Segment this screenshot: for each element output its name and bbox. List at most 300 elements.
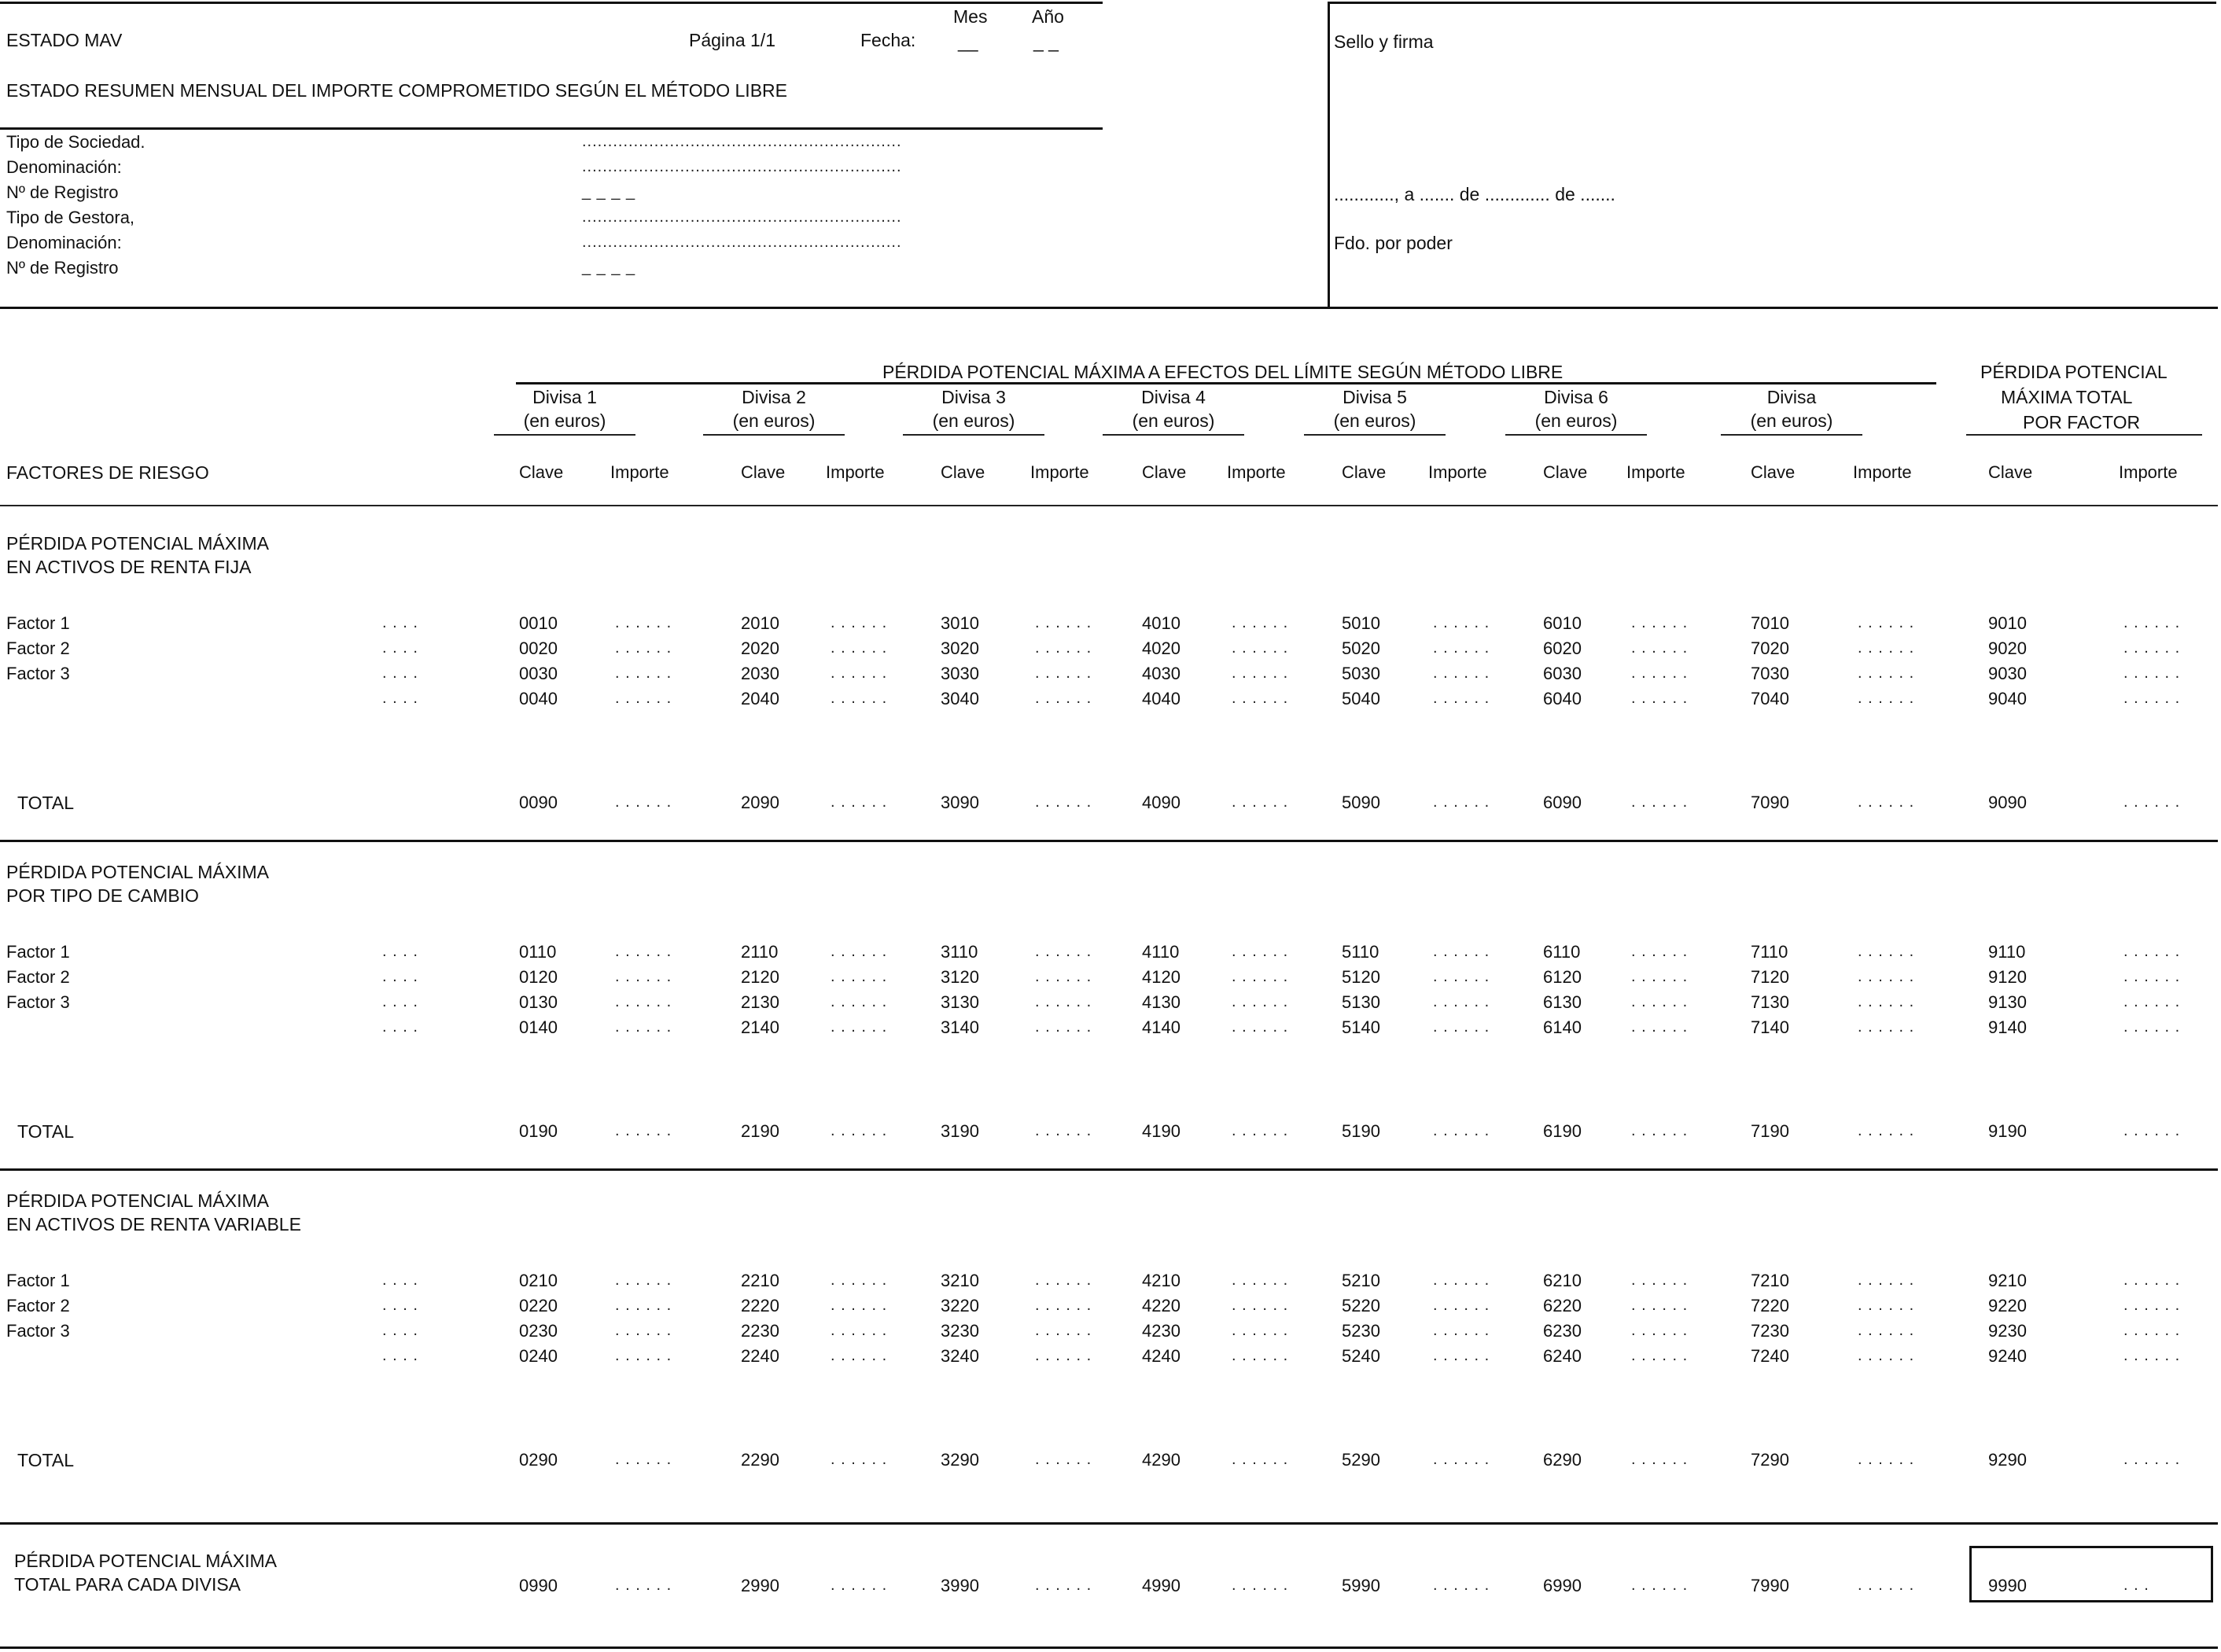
importe-blank: . . . . . .: [1631, 993, 1689, 1010]
entity-field-label: Denominación:: [6, 233, 122, 252]
factor-label: Factor 2: [6, 1296, 70, 1315]
total-label: TOTAL: [17, 793, 74, 813]
importe-blank: . . . . . .: [2123, 968, 2181, 985]
table-header-bottom-rule: [0, 505, 2218, 506]
currency-header-name: Divisa 3: [941, 387, 1006, 407]
currency-header-unit: (en euros): [1132, 410, 1215, 431]
total-clave-code: 0090: [519, 793, 558, 812]
importe-blank: . . . . . .: [615, 664, 672, 682]
total-clave-code: 9290: [1988, 1450, 2027, 1470]
importe-blank: . . . . . .: [1232, 1018, 1289, 1036]
total-clave-code: 6190: [1543, 1121, 1582, 1141]
total-clave-code: 2190: [741, 1121, 779, 1141]
section-title-line1: PÉRDIDA POTENCIAL MÁXIMA: [6, 862, 269, 882]
importe-blank: . . . . . .: [1232, 1297, 1289, 1314]
total-importe-blank: . . . . . .: [831, 793, 888, 811]
signature-label: Fdo. por poder: [1334, 233, 1453, 253]
total-header-line2: MÁXIMA TOTAL: [2001, 387, 2133, 407]
clave-code: 4240: [1142, 1346, 1180, 1366]
currency-header-underline: [1103, 434, 1244, 436]
clave-code: 6010: [1543, 613, 1582, 633]
total-clave-code: 2090: [741, 793, 779, 812]
total-clave-code: 9090: [1988, 793, 2027, 812]
section-bottom-rule: [0, 1168, 2218, 1171]
entity-field-label: Nº de Registro: [6, 182, 119, 202]
header-top-rule: [0, 2, 1103, 4]
clave-code: 0230: [519, 1321, 558, 1341]
total-importe-blank: . . . . . .: [2123, 1451, 2181, 1468]
importe-blank: . . . . . .: [1631, 690, 1689, 707]
importe-blank: . . . . . .: [1232, 664, 1289, 682]
importe-blank: . . . . . .: [831, 1271, 888, 1289]
clave-code: 7020: [1751, 638, 1789, 658]
grand-total-clave-code: 4990: [1142, 1576, 1180, 1595]
grand-total-importe-blank: . . . . . .: [831, 1577, 888, 1594]
factor-dots: . . . .: [382, 943, 418, 960]
grand-total-highlight-box: [1969, 1546, 2213, 1602]
grand-total-importe-blank: . . . . . .: [615, 1577, 672, 1594]
factor-label: Factor 3: [6, 992, 70, 1012]
entity-field-value: ..............................................................: [582, 133, 902, 150]
clave-code: 3230: [941, 1321, 979, 1341]
total-importe-blank: . . . . . .: [1858, 1122, 1915, 1139]
clave-code: 6220: [1543, 1296, 1582, 1315]
clave-column-label: Clave: [1142, 462, 1187, 482]
clave-code: 3210: [941, 1271, 979, 1290]
grand-total-importe-blank: . . . . . .: [1035, 1577, 1092, 1594]
importe-blank: . . . . . .: [2123, 1018, 2181, 1036]
total-clave-code: 7190: [1751, 1121, 1789, 1141]
clave-code: 9220: [1988, 1296, 2027, 1315]
clave-code: 9140: [1988, 1017, 2027, 1037]
grand-total-clave-code: 5990: [1342, 1576, 1380, 1595]
section-title-line1: PÉRDIDA POTENCIAL MÁXIMA: [6, 1190, 269, 1211]
clave-code: 6210: [1543, 1271, 1582, 1290]
importe-blank: . . . . . .: [2123, 943, 2181, 960]
section-title-line2: EN ACTIVOS DE RENTA FIJA: [6, 557, 252, 577]
grand-total-importe-blank: . . . . . .: [1433, 1577, 1490, 1594]
clave-code: 4130: [1142, 992, 1180, 1012]
importe-blank: . . . . . .: [1631, 664, 1689, 682]
total-importe-blank: . . . . . .: [1232, 1451, 1289, 1468]
clave-code: 9020: [1988, 638, 2027, 658]
clave-code: 2230: [741, 1321, 779, 1341]
importe-blank: . . . . . .: [1631, 943, 1689, 960]
importe-blank: . . . . . .: [615, 993, 672, 1010]
clave-code: 5010: [1342, 613, 1380, 633]
currency-header-name: Divisa 6: [1544, 387, 1608, 407]
clave-code: 0030: [519, 664, 558, 683]
importe-blank: . . . . . .: [1858, 968, 1915, 985]
importe-blank: . . . . . .: [1631, 968, 1689, 985]
clave-code: 4030: [1142, 664, 1180, 683]
total-clave-code: 3290: [941, 1450, 979, 1470]
importe-blank: . . . . . .: [1631, 639, 1689, 657]
total-header-line3: POR FACTOR: [2023, 412, 2141, 432]
total-clave-code: 0190: [519, 1121, 558, 1141]
grand-total-clave-code: 9990: [1988, 1576, 2027, 1595]
total-clave-code: 6090: [1543, 793, 1582, 812]
clave-code: 0220: [519, 1296, 558, 1315]
importe-blank: . . . . . .: [1858, 639, 1915, 657]
page-number: Página 1/1: [689, 30, 775, 50]
importe-blank: . . . . . .: [1858, 1322, 1915, 1339]
importe-blank: . . . . . .: [1858, 664, 1915, 682]
currency-header-underline: [1505, 434, 1647, 436]
importe-blank: . . . . . .: [2123, 614, 2181, 631]
entity-field-label: Denominación:: [6, 157, 122, 177]
risk-factors-label: FACTORES DE RIESGO: [6, 462, 209, 483]
clave-code: 5220: [1342, 1296, 1380, 1315]
total-clave-code: 5090: [1342, 793, 1380, 812]
header-mid-rule: [0, 127, 1103, 130]
importe-blank: . . . . . .: [1232, 968, 1289, 985]
importe-column-label: Importe: [1030, 462, 1089, 482]
importe-blank: . . . . . .: [1035, 1018, 1092, 1036]
total-header-line1: PÉRDIDA POTENCIAL: [1980, 362, 2168, 382]
total-importe-blank: . . . . . .: [2123, 1122, 2181, 1139]
clave-code: 9110: [1988, 942, 2026, 962]
total-importe-blank: . . . . . .: [1035, 1451, 1092, 1468]
total-clave-code: 9190: [1988, 1121, 2027, 1141]
clave-code: 2210: [741, 1271, 779, 1290]
importe-blank: . . . . . .: [831, 614, 888, 631]
factor-dots: . . . .: [382, 968, 418, 985]
grand-total-importe-blank: . . .: [2123, 1577, 2149, 1594]
clave-code: 7220: [1751, 1296, 1789, 1315]
clave-column-label: Clave: [1751, 462, 1796, 482]
clave-code: 2110: [741, 942, 779, 962]
date-label: Fecha:: [860, 30, 916, 50]
clave-code: 2130: [741, 992, 779, 1012]
section-title-line2: POR TIPO DE CAMBIO: [6, 885, 199, 906]
clave-code: 5110: [1342, 942, 1379, 962]
clave-code: 0130: [519, 992, 558, 1012]
entity-field-label: Tipo de Sociedad.: [6, 132, 145, 152]
clave-code: 9230: [1988, 1321, 2027, 1341]
clave-code: 6240: [1543, 1346, 1582, 1366]
importe-blank: . . . . . .: [831, 1297, 888, 1314]
clave-code: 5130: [1342, 992, 1380, 1012]
importe-blank: . . . . . .: [2123, 993, 2181, 1010]
importe-blank: . . . . . .: [615, 1347, 672, 1364]
importe-blank: . . . . . .: [831, 1322, 888, 1339]
seal-box-top-rule: [1328, 2, 2216, 4]
importe-blank: . . . . . .: [2123, 1297, 2181, 1314]
clave-code: 4220: [1142, 1296, 1180, 1315]
table-main-header-rule: [516, 382, 1936, 384]
total-clave-code: 5190: [1342, 1121, 1380, 1141]
clave-code: 6230: [1543, 1321, 1582, 1341]
entity-field-value: _ _ _ _: [582, 259, 636, 276]
clave-code: 3240: [941, 1346, 979, 1366]
importe-blank: . . . . . .: [615, 639, 672, 657]
clave-code: 0010: [519, 613, 558, 633]
header-ano-label: Año: [1032, 6, 1064, 27]
importe-blank: . . . . . .: [615, 1322, 672, 1339]
entity-field-value: ..............................................................: [582, 208, 902, 226]
total-clave-code: 5290: [1342, 1450, 1380, 1470]
factor-dots: . . . .: [382, 1322, 418, 1339]
importe-blank: . . . . . .: [1631, 1271, 1689, 1289]
clave-code: 2020: [741, 638, 779, 658]
importe-blank: . . . . . .: [1232, 639, 1289, 657]
currency-header-underline: [1304, 434, 1446, 436]
importe-blank: . . . . . .: [1631, 614, 1689, 631]
factor-label: Factor 1: [6, 1271, 70, 1290]
importe-blank: . . . . . .: [1232, 943, 1289, 960]
importe-blank: . . . . . .: [2123, 1347, 2181, 1364]
importe-blank: . . . . . .: [1433, 1297, 1490, 1314]
clave-code: 7010: [1751, 613, 1789, 633]
importe-blank: . . . . . .: [1035, 1297, 1092, 1314]
importe-column-label: Importe: [1428, 462, 1487, 482]
grand-total-importe-blank: . . . . . .: [1631, 1577, 1689, 1594]
month-value: __: [958, 31, 978, 52]
clave-column-label: Clave: [1988, 462, 2033, 482]
clave-code: 3010: [941, 613, 979, 633]
factor-dots: . . . .: [382, 664, 418, 682]
table-main-header: PÉRDIDA POTENCIAL MÁXIMA A EFECTOS DEL LÍMITE SEGÚN MÉTODO LIBRE: [882, 362, 1564, 382]
clave-code: 5210: [1342, 1271, 1380, 1290]
grand-total-importe-blank: . . . . . .: [1858, 1577, 1915, 1594]
importe-blank: . . . . . .: [1433, 1018, 1490, 1036]
grand-total-title-line2: TOTAL PARA CADA DIVISA: [14, 1574, 241, 1595]
total-importe-blank: . . . . . .: [1631, 793, 1689, 811]
importe-blank: . . . . . .: [1035, 968, 1092, 985]
place-date-line: ............, a ....... de ............. de .......: [1334, 184, 1615, 204]
total-label: TOTAL: [17, 1121, 74, 1142]
importe-blank: . . . . . .: [1858, 1018, 1915, 1036]
currency-header-name: Divisa 5: [1343, 387, 1407, 407]
clave-code: 3140: [941, 1017, 979, 1037]
clave-code: 0140: [519, 1017, 558, 1037]
importe-blank: . . . . . .: [1433, 993, 1490, 1010]
form-subtitle: ESTADO RESUMEN MENSUAL DEL IMPORTE COMPROMETIDO SEGÚN EL MÉTODO LIBRE: [6, 80, 787, 101]
total-clave-code: 6290: [1543, 1450, 1582, 1470]
clave-code: 7110: [1751, 942, 1788, 962]
clave-code: 0020: [519, 638, 558, 658]
importe-blank: . . . . . .: [1631, 1018, 1689, 1036]
total-clave-code: 0290: [519, 1450, 558, 1470]
seal-box-left-border: [1328, 2, 1330, 307]
total-importe-blank: . . . . . .: [1631, 1451, 1689, 1468]
section-title-line1: PÉRDIDA POTENCIAL MÁXIMA: [6, 533, 269, 554]
importe-blank: . . . . . .: [1858, 993, 1915, 1010]
clave-code: 9120: [1988, 967, 2027, 987]
currency-header-underline: [903, 434, 1044, 436]
importe-column-label: Importe: [610, 462, 669, 482]
importe-blank: . . . . . .: [1035, 993, 1092, 1010]
importe-blank: . . . . . .: [1035, 943, 1092, 960]
clave-code: 5020: [1342, 638, 1380, 658]
factor-dots: . . . .: [382, 1297, 418, 1314]
total-label: TOTAL: [17, 1450, 74, 1470]
total-clave-code: 3090: [941, 793, 979, 812]
total-importe-blank: . . . . . .: [1035, 1122, 1092, 1139]
currency-header-unit: (en euros): [523, 410, 606, 431]
importe-blank: . . . . . .: [831, 639, 888, 657]
total-clave-code: 2290: [741, 1450, 779, 1470]
total-importe-blank: . . . . . .: [615, 793, 672, 811]
importe-blank: . . . . . .: [1631, 1322, 1689, 1339]
importe-blank: . . . . . .: [1858, 614, 1915, 631]
importe-blank: . . . . . .: [1433, 664, 1490, 682]
clave-code: 3220: [941, 1296, 979, 1315]
clave-code: 7120: [1751, 967, 1789, 987]
clave-column-label: Clave: [941, 462, 985, 482]
clave-code: 9030: [1988, 664, 2027, 683]
clave-column-label: Clave: [1342, 462, 1387, 482]
clave-code: 7140: [1751, 1017, 1789, 1037]
importe-blank: . . . . . .: [615, 1018, 672, 1036]
factor-label: Factor 1: [6, 613, 70, 633]
clave-code: 5240: [1342, 1346, 1380, 1366]
entity-field-value: ..............................................................: [582, 158, 902, 175]
clave-code: 7240: [1751, 1346, 1789, 1366]
clave-code: 3120: [941, 967, 979, 987]
form-title: ESTADO MAV: [6, 30, 123, 50]
importe-column-label: Importe: [826, 462, 885, 482]
clave-column-label: Clave: [519, 462, 564, 482]
importe-blank: . . . . . .: [2123, 639, 2181, 657]
importe-blank: . . . . . .: [615, 968, 672, 985]
clave-code: 3020: [941, 638, 979, 658]
currency-header-name: Divisa 4: [1141, 387, 1206, 407]
currency-header-unit: (en euros): [732, 410, 816, 431]
total-importe-blank: . . . . . .: [2123, 793, 2181, 811]
clave-code: 0210: [519, 1271, 558, 1290]
clave-code: 0040: [519, 689, 558, 708]
total-importe-blank: . . . . . .: [1433, 1451, 1490, 1468]
factor-label: Factor 3: [6, 664, 70, 683]
clave-code: 5030: [1342, 664, 1380, 683]
clave-code: 6130: [1543, 992, 1582, 1012]
clave-code: 2240: [741, 1346, 779, 1366]
clave-code: 2010: [741, 613, 779, 633]
grand-total-clave-code: 6990: [1543, 1576, 1582, 1595]
clave-code: 2140: [741, 1017, 779, 1037]
currency-header-unit: (en euros): [1534, 410, 1618, 431]
section-bottom-rule: [0, 840, 2218, 842]
importe-blank: . . . . . .: [1232, 690, 1289, 707]
importe-blank: . . . . . .: [1035, 1347, 1092, 1364]
factor-dots: . . . .: [382, 993, 418, 1010]
total-clave-code: 7090: [1751, 793, 1789, 812]
importe-blank: . . . . . .: [2123, 690, 2181, 707]
clave-code: 4140: [1142, 1017, 1180, 1037]
clave-code: 7230: [1751, 1321, 1789, 1341]
total-importe-blank: . . . . . .: [1858, 1451, 1915, 1468]
clave-code: 4020: [1142, 638, 1180, 658]
importe-blank: . . . . . .: [1232, 993, 1289, 1010]
importe-blank: . . . . . .: [615, 614, 672, 631]
total-importe-blank: . . . . . .: [1232, 1122, 1289, 1139]
importe-blank: . . . . . .: [831, 993, 888, 1010]
clave-code: 9040: [1988, 689, 2027, 708]
clave-code: 5230: [1342, 1321, 1380, 1341]
total-importe-blank: . . . . . .: [1433, 1122, 1490, 1139]
clave-code: 9010: [1988, 613, 2027, 633]
grand-total-clave-code: 0990: [519, 1576, 558, 1595]
section-title-line2: EN ACTIVOS DE RENTA VARIABLE: [6, 1214, 301, 1234]
importe-blank: . . . . . .: [1433, 1347, 1490, 1364]
factor-label: Factor 3: [6, 1321, 70, 1341]
total-header-rule: [1966, 434, 2202, 436]
importe-column-label: Importe: [1626, 462, 1685, 482]
clave-code: 7130: [1751, 992, 1789, 1012]
bottom-rule: [0, 1646, 2218, 1649]
clave-code: 3130: [941, 992, 979, 1012]
clave-code: 4230: [1142, 1321, 1180, 1341]
clave-code: 3030: [941, 664, 979, 683]
total-importe-blank: . . . . . .: [615, 1451, 672, 1468]
factor-dots: . . . .: [382, 614, 418, 631]
clave-code: 6140: [1543, 1017, 1582, 1037]
importe-blank: . . . . . .: [1232, 1271, 1289, 1289]
clave-code: 0240: [519, 1346, 558, 1366]
currency-header-name: Divisa 1: [532, 387, 597, 407]
factor-dots: . . . .: [382, 1018, 418, 1036]
grand-total-clave-code: 2990: [741, 1576, 779, 1595]
clave-code: 0120: [519, 967, 558, 987]
importe-blank: . . . . . .: [2123, 1322, 2181, 1339]
seal-label: Sello y firma: [1334, 31, 1434, 52]
importe-blank: . . . . . .: [2123, 1271, 2181, 1289]
importe-column-label: Importe: [1853, 462, 1912, 482]
total-clave-code: 4290: [1142, 1450, 1180, 1470]
importe-blank: . . . . . .: [831, 1018, 888, 1036]
currency-header-unit: (en euros): [1750, 410, 1833, 431]
importe-blank: . . . . . .: [1631, 1347, 1689, 1364]
importe-blank: . . . . . .: [1433, 690, 1490, 707]
clave-code: 9130: [1988, 992, 2027, 1012]
currency-header-unit: (en euros): [932, 410, 1015, 431]
grand-total-clave-code: 3990: [941, 1576, 979, 1595]
clave-column-label: Clave: [741, 462, 786, 482]
grand-total-top-rule: [0, 1522, 2218, 1525]
importe-blank: . . . . . .: [831, 943, 888, 960]
total-importe-blank: . . . . . .: [1433, 793, 1490, 811]
clave-code: 4110: [1142, 942, 1180, 962]
importe-blank: . . . . . .: [1035, 614, 1092, 631]
importe-blank: . . . . . .: [1433, 1322, 1490, 1339]
total-importe-blank: . . . . . .: [1035, 793, 1092, 811]
total-importe-blank: . . . . . .: [831, 1451, 888, 1468]
clave-code: 7040: [1751, 689, 1789, 708]
importe-blank: . . . . . .: [1035, 664, 1092, 682]
total-importe-blank: . . . . . .: [831, 1122, 888, 1139]
factor-label: Factor 1: [6, 942, 70, 962]
importe-blank: . . . . . .: [1035, 1322, 1092, 1339]
total-importe-blank: . . . . . .: [1232, 793, 1289, 811]
currency-header-name: Divisa 2: [742, 387, 806, 407]
clave-code: 0110: [519, 942, 557, 962]
importe-blank: . . . . . .: [1433, 614, 1490, 631]
factor-dots: . . . .: [382, 639, 418, 657]
importe-blank: . . . . . .: [1858, 1271, 1915, 1289]
grand-total-title-line1: PÉRDIDA POTENCIAL MÁXIMA: [14, 1551, 277, 1571]
clave-code: 6110: [1543, 942, 1581, 962]
total-importe-blank: . . . . . .: [1858, 793, 1915, 811]
total-clave-code: 7290: [1751, 1450, 1789, 1470]
currency-header-underline: [1721, 434, 1862, 436]
factor-label: Factor 2: [6, 967, 70, 987]
clave-column-label: Clave: [1543, 462, 1588, 482]
total-clave-code: 4090: [1142, 793, 1180, 812]
importe-blank: . . . . . .: [1433, 639, 1490, 657]
currency-header-name: Divisa: [1766, 387, 1817, 407]
